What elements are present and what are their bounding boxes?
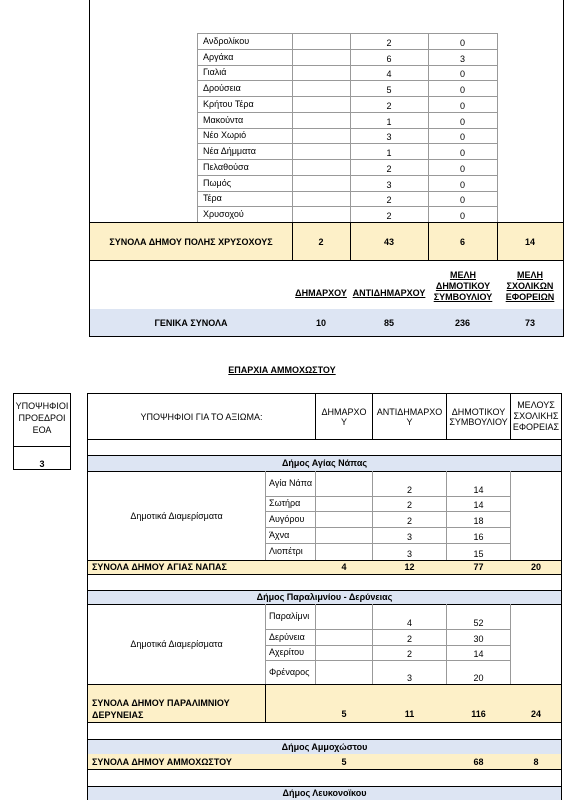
ammochostos-total-dimarchou: 5 bbox=[341, 756, 347, 767]
village-antidimarchos: 1 bbox=[386, 148, 392, 159]
paralimni-total-label: ΣΥΝΟΛΑ ΔΗΜΟΥ ΠΑΡΑΛΙΜΝΙΟΥ ΔΕΡΥΝΕΙΑΣ bbox=[92, 698, 230, 720]
village-antidimarchos: 2 bbox=[386, 195, 392, 206]
district-antidimarchou: 2 bbox=[406, 633, 412, 644]
village-name: Νέα Δήμματα bbox=[203, 146, 256, 157]
village-antidimarchos: 2 bbox=[386, 37, 392, 48]
district-dimotikou: 15 bbox=[473, 548, 484, 559]
district-antidimarchou: 4 bbox=[406, 617, 412, 628]
agia-napa-total-label: ΣΥΝΟΛΑ ΔΗΜΟΥ ΑΓΙΑΣ ΝΑΠΑΣ bbox=[92, 562, 227, 572]
paralimni-total-dimarchou: 5 bbox=[341, 709, 347, 719]
lefkonoiko-title: Δήμος Λευκονοϊκου bbox=[282, 788, 367, 798]
district-name: Αυγόρου bbox=[269, 513, 305, 524]
village-name: Πελαθούσα bbox=[203, 161, 249, 172]
district-dimotikou: 16 bbox=[473, 531, 484, 542]
district-antidimarchou: 3 bbox=[406, 531, 412, 542]
village-meli: 3 bbox=[459, 53, 465, 64]
district-antidimarchou: 3 bbox=[406, 672, 412, 683]
top-header-dimarchou: ΔΗΜΑΡΧΟΥ bbox=[295, 288, 347, 298]
main-header-dimarchou: ΔΗΜΑΡΧΟΥ bbox=[321, 406, 367, 427]
top-total-antidimarchos: 43 bbox=[383, 236, 394, 247]
village-name: Νέο Χωριό bbox=[203, 130, 247, 141]
district-antidimarchou: 3 bbox=[406, 548, 412, 559]
district-dimotikou: 52 bbox=[473, 617, 484, 628]
village-meli: 0 bbox=[459, 37, 465, 48]
village-meli: 0 bbox=[459, 116, 465, 127]
village-meli: 0 bbox=[459, 100, 465, 111]
village-meli: 0 bbox=[459, 132, 465, 143]
district-name: Φρέναρος bbox=[269, 666, 310, 677]
ammochostos-total-dimotikou: 68 bbox=[473, 756, 484, 767]
district-dimotikou: 18 bbox=[473, 515, 484, 526]
village-name: Κρήτου Τέρα bbox=[203, 98, 254, 109]
village-name: Χρυσοχού bbox=[203, 209, 244, 220]
paralimni-title: Δήμος Παραλιμνίου - Δερύνειας bbox=[256, 592, 393, 602]
agia-napa-title: Δήμος Αγίας Νάπας bbox=[281, 458, 368, 468]
village-antidimarchos: 3 bbox=[386, 179, 392, 190]
agia-napa-total-scholikis: 20 bbox=[530, 562, 541, 572]
district-antidimarchou: 2 bbox=[406, 484, 412, 495]
village-name: Τέρα bbox=[203, 193, 222, 204]
agia-napa-total-dimotikou: 77 bbox=[473, 562, 484, 572]
village-name: Δρούσεια bbox=[203, 83, 241, 94]
village-antidimarchos: 3 bbox=[386, 132, 392, 143]
ammochostos-title: Δήμος Αμμοχώστου bbox=[281, 741, 368, 752]
village-meli: 0 bbox=[459, 211, 465, 222]
village-name: Αργάκα bbox=[203, 51, 234, 62]
paralimni-total-antidimarchou: 11 bbox=[404, 709, 415, 719]
main-header-scholikis: ΜΕΛΟΥΣ ΣΧΟΛΙΚΗΣ ΕΦΟΡΕΙΑΣ bbox=[512, 400, 560, 432]
agia-napa-districts-label: Δημοτικά Διαμερίσματα bbox=[130, 510, 223, 521]
village-name: Γιαλιά bbox=[203, 67, 227, 78]
top-header-meli-dimotikou: ΜΕΛΗ ΔΗΜΟΤΙΚΟΥ ΣΥΜΒΟΥΛΙΟΥ bbox=[433, 269, 493, 302]
top-total-label: ΣΥΝΟΛΑ ΔΗΜΟΥ ΠΟΛΗΣ ΧΡΥΣΟΧΟΥΣ bbox=[109, 236, 273, 247]
village-name: Ανδρολίκου bbox=[203, 35, 250, 46]
village-antidimarchos: 4 bbox=[386, 69, 392, 80]
district-dimotikou: 20 bbox=[473, 672, 484, 683]
district-name: Λιοπέτρι bbox=[269, 546, 303, 556]
district-name: Παραλίμνι bbox=[269, 611, 310, 621]
village-meli: 0 bbox=[459, 179, 465, 190]
top-total-dimotiko: 6 bbox=[459, 236, 465, 247]
paralimni-total-scholikis: 24 bbox=[530, 709, 541, 719]
district-name: Σωτήρα bbox=[269, 498, 301, 508]
district-name: Αχερίτου bbox=[269, 647, 305, 657]
main-header-antidimarchou: ΑΝΤΙΔΗΜΑΡΧΟΥ bbox=[376, 406, 443, 427]
ammochostos-total-scholikis: 8 bbox=[533, 756, 539, 767]
district-dimotikou: 14 bbox=[473, 648, 484, 659]
ammochostos-total-label: ΣΥΝΟΛΑ ΔΗΜΟΥ ΑΜΜΟΧΩΣΤΟΥ bbox=[92, 756, 232, 767]
grand-total-label: ΓΕΝΙΚΑ ΣΥΝΟΛΑ bbox=[154, 317, 228, 328]
side-box-value: 3 bbox=[39, 458, 45, 469]
grand-total-dimotikou: 236 bbox=[454, 317, 471, 328]
village-meli: 0 bbox=[459, 148, 465, 159]
side-box-header: ΥΠΟΨΗΦΙΟΙ ΠΡΟΕΔΡΟΙ ΕΟΑ bbox=[15, 401, 69, 435]
district-antidimarchou: 2 bbox=[406, 515, 412, 526]
ammochostos-total-antidimarchou bbox=[373, 754, 446, 769]
grand-total-antidimarchou: 85 bbox=[383, 317, 394, 328]
district-dimotikou: 30 bbox=[473, 633, 484, 644]
district-name: Άχνα bbox=[269, 529, 290, 540]
village-meli: 0 bbox=[459, 85, 465, 96]
agia-napa-total-antidimarchou: 12 bbox=[404, 562, 415, 572]
top-header-antidimarchou: ΑΝΤΙΔΗΜΑΡΧΟΥ bbox=[352, 288, 426, 298]
paralimni-districts-label: Δημοτικά Διαμερίσματα bbox=[130, 639, 223, 649]
village-antidimarchos: 2 bbox=[386, 163, 392, 174]
village-meli: 0 bbox=[459, 163, 465, 174]
top-total-scholiki: 14 bbox=[524, 236, 535, 247]
village-name: Πωμός bbox=[203, 177, 232, 188]
section-title: ΕΠΑΡΧΙΑ ΑΜΜΟΧΩΣΤΟΥ bbox=[228, 365, 336, 375]
paralimni-total-dimotikou: 116 bbox=[471, 709, 486, 719]
top-total-dimarchos: 2 bbox=[318, 236, 324, 247]
top-header-meli-scholikon: ΜΕΛΗ ΣΧΟΛΙΚΩΝ ΕΦΟΡΕΙΩΝ bbox=[505, 269, 555, 302]
village-antidimarchos: 5 bbox=[386, 85, 392, 96]
district-dimotikou: 14 bbox=[473, 499, 484, 510]
grand-total-scholikon: 73 bbox=[524, 317, 535, 328]
district-name: Δερύνεια bbox=[269, 631, 305, 642]
village-antidimarchos: 2 bbox=[386, 211, 392, 222]
village-name: Μακούντα bbox=[203, 114, 244, 125]
village-meli: 0 bbox=[459, 69, 465, 80]
village-antidimarchos: 6 bbox=[386, 53, 392, 64]
agia-napa-total-dimarchou: 4 bbox=[341, 562, 347, 572]
district-name: Αγία Νάπα bbox=[269, 478, 313, 488]
main-header-dimotikou: ΔΗΜΟΤΙΚΟΥ ΣΥΜΒΟΥΛΙΟΥ bbox=[449, 406, 508, 427]
district-antidimarchou: 2 bbox=[406, 648, 412, 659]
village-antidimarchos: 1 bbox=[386, 116, 392, 127]
village-antidimarchos: 2 bbox=[386, 100, 392, 111]
village-meli: 0 bbox=[459, 195, 465, 206]
district-dimotikou: 14 bbox=[473, 484, 484, 495]
grand-total-dimarchou: 10 bbox=[315, 317, 326, 328]
main-header-position: ΥΠΟΨΗΦΙΟΙ ΓΙΑ ΤΟ ΑΞΙΩΜΑ: bbox=[140, 411, 263, 422]
district-antidimarchou: 2 bbox=[406, 499, 412, 510]
